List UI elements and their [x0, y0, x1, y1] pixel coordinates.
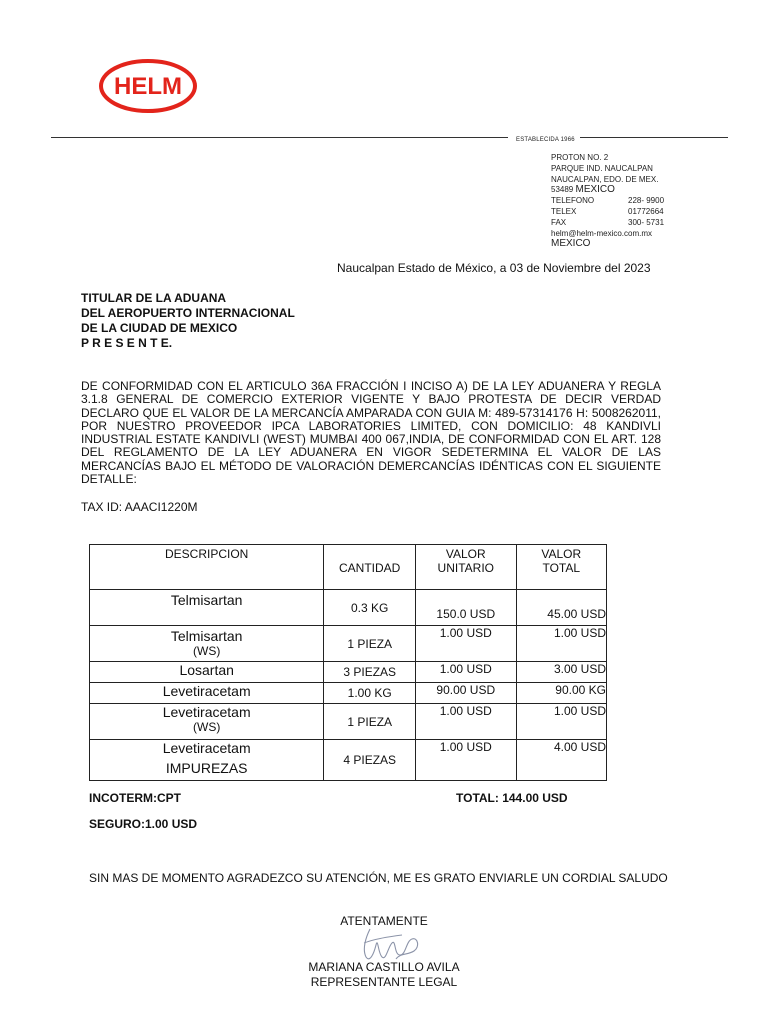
fax-value: 300- 5731 — [628, 217, 665, 227]
telex-value: 01772664 — [628, 206, 664, 216]
company-address — [551, 153, 664, 250]
cell-cantidad: 3 PIEZAS — [324, 662, 416, 683]
header-valor-unitario — [416, 545, 517, 590]
table-row — [90, 704, 607, 740]
closing-paragraph: SIN MAS DE MOMENTO AGRADEZCO SU ATENCIÓN, ME ES GRATO ENVIARLE UN CORDIAL SALUDO — [89, 871, 668, 885]
addressee-line: DE LA CIUDAD DE MEXICO — [81, 321, 238, 335]
presente-line: P R E S E N T E. — [81, 336, 173, 350]
declaration-paragraph: DE CONFORMIDAD CON EL ARTICULO 36A FRACCIÓN I INCISO A) DE LA LEY ADUANERA Y REGLA 3.1.8 GENERAL DE COMERCIO EXTERIOR VIGENTE Y BAJO PROTESTA DE DECIR VERDAD DECLARO QUE EL VALOR DE LA MERCANCÍA AMPARADA CON GUIA M: 489-57314176 H: 5008262011, POR NUESTRO PROVEEDOR IPCA LABORATORIES LIMITED, CON DOMICILIO: 48 KANDIVLI INDUSTRIAL ESTATE KANDIVLI (WEST) MUMBAI 400 067,INDIA, DE CONFORMIDAD CON EL ART. 128 DEL REGLAMENTO DE LA LEY ADUANERA EN VIGOR SEDETERMINA EL VALOR DE LAS MERCANCÍAS BAJO EL MÉTODO DE VALORACIÓN DEMERCANCÍAS IDÉNTICAS CON EL SIGUIENTE DETALLE: — [81, 379, 661, 487]
product-sub: (WS) — [193, 644, 221, 658]
product-name: Levetiracetam — [162, 740, 251, 756]
cell-descripcion — [90, 740, 324, 781]
cell-descripcion — [90, 704, 324, 740]
cell-cantidad: 1 PIEZA — [324, 626, 416, 662]
zip: 53489 — [551, 185, 574, 195]
product-name: Telmisartan — [170, 628, 243, 644]
table-row — [90, 590, 607, 626]
cell-valor-unitario: 1.00 USD — [416, 626, 517, 662]
phone-label: TELEFONO — [551, 196, 595, 206]
atentamente: ATENTAMENTE — [340, 914, 428, 928]
table-header-row — [90, 545, 607, 590]
table-row — [90, 740, 607, 781]
header-valor-total — [516, 545, 606, 590]
cell-descripcion — [90, 590, 324, 626]
signer-block — [0, 960, 768, 990]
cell-cantidad: 1 PIEZA — [324, 704, 416, 740]
header-cantidad: CANTIDAD — [324, 545, 416, 590]
cell-cantidad: 1.00 KG — [324, 683, 416, 704]
cell-valor-unitario: 150.0 USD — [416, 590, 517, 626]
goods-table — [89, 544, 607, 781]
cell-valor-unitario: 1.00 USD — [416, 704, 517, 740]
cell-cantidad: 4 PIEZAS — [324, 740, 416, 781]
header-rule-left — [51, 137, 508, 138]
address-line: NAUCALPAN, EDO. DE MEX. — [551, 174, 659, 184]
addressee-block — [81, 291, 295, 351]
address-line: PARQUE IND. NAUCALPAN — [551, 163, 653, 173]
header-valor-total-l2: TOTAL — [542, 561, 581, 575]
header-valor-unitario-l1: VALOR — [445, 547, 486, 561]
country: MEXICO — [551, 238, 591, 250]
cell-valor-unitario: 1.00 USD — [416, 662, 517, 683]
header-valor-total-l1: VALOR — [541, 547, 582, 561]
signer-title: REPRESENTANTE LEGAL — [310, 975, 458, 989]
header-rule-right — [580, 137, 728, 138]
cell-valor-total: 1.00 USD — [516, 704, 606, 740]
header-descripcion: DESCRIPCION — [90, 545, 324, 590]
cell-valor-total: 3.00 USD — [516, 662, 606, 683]
zip-country: MEXICO — [575, 184, 615, 196]
phone-value: 228- 9900 — [628, 196, 665, 206]
logo-text: HELM — [114, 73, 182, 100]
product-name: Telmisartan — [170, 592, 243, 608]
addressee-line: DEL AEROPUERTO INTERNACIONAL — [81, 306, 295, 320]
phone-line — [551, 196, 664, 207]
cell-valor-total: 45.00 USD — [516, 590, 606, 626]
cell-descripcion — [90, 662, 324, 683]
table-row — [90, 683, 607, 704]
cell-cantidad: 0.3 KG — [324, 590, 416, 626]
product-name: Levetiracetam — [162, 683, 251, 699]
product-sub: IMPUREZAS — [165, 760, 248, 776]
fax-line — [551, 218, 664, 229]
cell-descripcion — [90, 626, 324, 662]
address-line: PROTON NO. 2 — [551, 153, 609, 162]
cell-valor-unitario: 90.00 USD — [416, 683, 517, 704]
product-sub: (WS) — [193, 720, 221, 734]
helm-logo — [98, 58, 198, 114]
incoterm: INCOTERM:CPT — [89, 791, 181, 805]
telex-label: TELEX — [551, 206, 577, 216]
header-valor-unitario-l2: UNITARIO — [437, 561, 494, 575]
fax-label: FAX — [551, 217, 567, 227]
tax-id: TAX ID: AAACI1220M — [81, 500, 198, 514]
signer-name: MARIANA CASTILLO AVILA — [308, 960, 460, 974]
product-name: Levetiracetam — [162, 704, 251, 720]
cell-valor-total: 90.00 KG — [516, 683, 606, 704]
cell-valor-total: 1.00 USD — [516, 626, 606, 662]
zip-line — [551, 185, 664, 196]
cell-valor-total: 4.00 USD — [516, 740, 606, 781]
telex-line — [551, 207, 664, 218]
addressee-line: TITULAR DE LA ADUANA — [81, 291, 227, 305]
email: helm@helm-mexico.com.mx — [551, 228, 653, 238]
total-amount: TOTAL: 144.00 USD — [456, 791, 568, 805]
product-name: Losartan — [179, 662, 234, 678]
established-text: ESTABLECIDA 1966 — [516, 137, 575, 143]
date-line: Naucalpan Estado de México, a 03 de Noviembre del 2023 — [337, 261, 651, 275]
cell-valor-unitario: 1.00 USD — [416, 740, 517, 781]
cell-descripcion — [90, 683, 324, 704]
seguro: SEGURO:1.00 USD — [89, 817, 198, 831]
table-row — [90, 662, 607, 683]
table-row — [90, 626, 607, 662]
